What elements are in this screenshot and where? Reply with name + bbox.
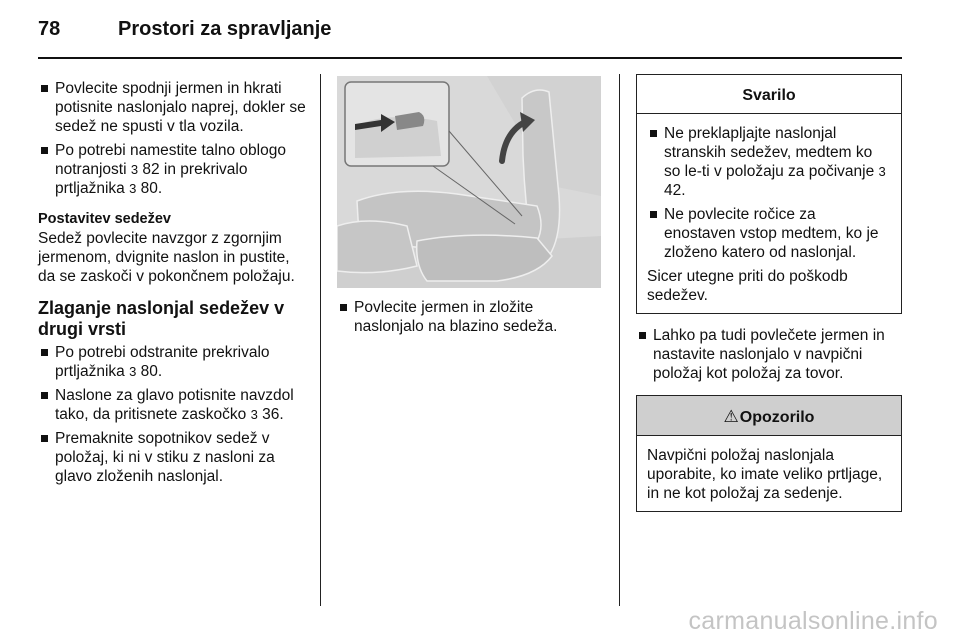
page-ref[interactable]: 80 [140, 363, 158, 380]
caution-heading: Svarilo [637, 75, 901, 114]
list-item: Lahko pa tudi povlečete jermen in nastavite naslonjalo v navpični položaj kot položaj za tovor. [636, 326, 902, 383]
page-header [38, 14, 902, 60]
list-item: Po potrebi namestite talno oblogo notranjosti 3 82 in prekrivalo prtljažnika 3 80. [38, 141, 306, 198]
bottom-bullet-list [38, 343, 306, 486]
list-item: Ne povlecite ročice za enostaven vstop medtem, ko je zloženo katero od naslonjal. [647, 205, 891, 262]
seat-illustration [337, 76, 601, 288]
page-ref-icon: 3 [129, 364, 137, 379]
page-ref[interactable]: 82 [142, 161, 160, 178]
paragraph: Sedež povlecite navzgor z zgornjim jermenom, dvignite naslon in pustite, da se zaskoči v pokončnem položaju. [38, 230, 295, 285]
cargo-bullet-list [636, 326, 902, 383]
list-item: Naslone za glavo potisnite navzdol tako, da pritisnete zaskočko 3 36. [38, 386, 306, 424]
page-ref-icon: 3 [129, 181, 137, 196]
list-item: Povlecite spodnji jermen in hkrati potisnite naslonjalo naprej, dokler se sedež ne spusti v tla vozila. [38, 79, 306, 136]
page-ref-icon: 3 [130, 162, 139, 177]
page-ref[interactable]: 80 [140, 180, 158, 197]
warning-body: Navpični položaj naslonjala uporabite, ko imate veliko prtljage, in ne kot položaj za sedenje. [647, 447, 883, 502]
section-heading: Zlaganje naslonjal sedežev v drugi vrsti [38, 298, 285, 339]
watermark: carmanualsonline.info [688, 607, 938, 635]
page-number: 78 [38, 18, 61, 40]
subheading: Postavitev sedežev [38, 211, 171, 227]
list-item: Premaknite sopotnikov sedež v položaj, ki ni v stiku z nasloni za glavo zloženih naslonjal. [38, 429, 306, 486]
warning-box [636, 395, 902, 512]
seat-illustration-svg [337, 76, 601, 288]
list-item: Ne preklapljajte naslonjal stranskih sedežev, medtem ko so le-ti v položaju za počivanje 3 42. [647, 124, 891, 200]
column-3 [636, 74, 902, 512]
column-divider-2 [619, 74, 620, 606]
caution-body [637, 114, 901, 313]
header-rule [38, 57, 902, 59]
list-item: Povlecite jermen in zložite naslonjalo na blazino sedeža. [337, 298, 605, 336]
warning-heading: ⚠Opozorilo [637, 396, 901, 436]
column-divider-1 [320, 74, 321, 606]
warning-triangle-icon: ⚠ [723, 407, 739, 426]
column-1 [38, 79, 306, 491]
caution-footer: Sicer utegne priti do poškodb sedežev. [647, 268, 848, 304]
page-title: Prostori za spravljanje [118, 18, 332, 40]
figure-bullet-list [337, 298, 605, 336]
list-item: Po potrebi odstranite prekrivalo prtljažnika 3 80. [38, 343, 306, 381]
column-2 [337, 298, 605, 341]
page-ref-icon: 3 [250, 407, 258, 422]
page-ref[interactable]: 42 [664, 182, 682, 199]
top-bullet-list [38, 79, 306, 198]
caution-box [636, 74, 902, 314]
page-ref-icon: 3 [878, 164, 886, 179]
page-ref[interactable]: 36 [262, 406, 280, 423]
